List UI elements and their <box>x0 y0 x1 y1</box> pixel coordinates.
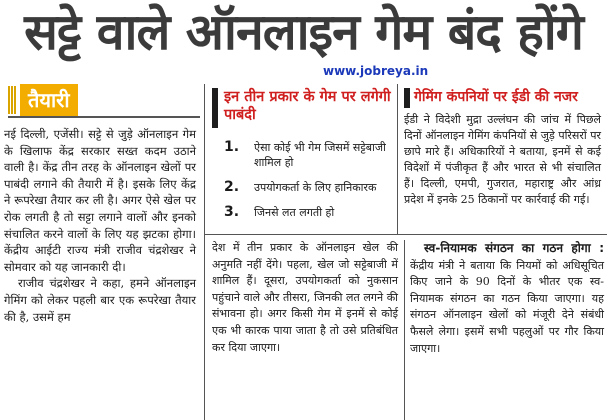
ban-item <box>222 140 390 170</box>
ban-item <box>222 180 390 195</box>
left-column <box>4 126 196 325</box>
ban-list <box>222 140 390 230</box>
ban-heading-bar <box>212 88 218 128</box>
ban-item <box>222 205 390 220</box>
column-divider-box <box>397 84 398 234</box>
ban-item-number: 2. <box>224 179 240 195</box>
section-tag <box>4 84 196 118</box>
ban-heading: इन तीन प्रकार के गेम पर लगेगी पाबंदी <box>224 89 391 123</box>
ban-item-number: 3. <box>224 204 240 220</box>
column-divider-right <box>404 240 405 420</box>
ed-text: ईडी ने विदेशी मुद्रा उल्लंघन की जांच में पिछले दिनों ऑनलाइन गेमिंग कंपनियों से जुड़े परिसरों पर छापे मारे हैं। अधिकारियों ने बताया, इनमें से कई विदेशों में पंजीकृत हैं और भारत से भी संचालित हैं। दिल्ली, एमपी, गुजरात, महाराष्ट्र और आंध्र प्रदेश में इनके 25 ठिकानों पर कार्रवाई की गई। <box>404 113 601 206</box>
lead-paragraph: नई दिल्ली, एजेंसी। सट्टे से जुड़े ऑनलाइन गेम के खिलाफ केंद्र सरकार सख्त कदम उठाने वाली है। केंद्र तीन तरह के ऑनलाइन खेलों पर पाबंदी लगाने की तैयारी में है। इसके लिए केंद्र ने रूपरेखा तैयार कर ली है। अगर ऐसे खेल पर रोक लगती है तो सट्टा लगाने वालों और इनको संचालित करने वालों के लिए यह झटका होगा। केंद्रीय आईटी राज्य मंत्री राजीव चंद्रशेखर ने सोमवार को यह जानकारी दी। <box>4 127 196 274</box>
ed-heading-bar <box>404 88 410 108</box>
tag-underline <box>8 116 200 118</box>
watermark-url: www.jobreya.in <box>323 64 429 78</box>
right-text: केंद्रीय मंत्री ने बताया कि नियमों को अधिसूचित किए जाने के 90 दिनों के भीतर एक स्व-नियामक संगठन का गठन किया जाएगा। यह संगठन ऑनलाइन खेलों को मंजूरी देने संबंधी फैसले लेगा। इसमें सभी पहलुओं पर गौर किया जाएगा। <box>410 258 604 355</box>
middle-column: देश में तीन प्रकार के ऑनलाइन खेल की अनुमति नहीं देंगे। पहला, खेल जो सट्टेबाजी में शामिल हैं। दूसरा, उपयोगकर्ता को नुकसान पहुंचाने वाले और तीसरा, जिनकी लत लगने की संभावना हो। अगर किसी गेम में इनमें से कोई एक भी कारक पाया जाता है तो उसे प्रतिबंधित कर दिया जाएगा। <box>212 241 398 354</box>
column-divider-left <box>204 84 205 420</box>
ban-item-text: उपयोगकर्ता के लिए हानिकारक <box>254 181 377 194</box>
right-column <box>410 240 604 357</box>
right-subhead: स्व-नियामक संगठन का गठन होगा : <box>424 241 604 255</box>
box-bottom-rule <box>204 234 607 235</box>
ban-item-number: 1. <box>224 139 240 155</box>
tag-stripe-mark <box>8 86 16 114</box>
headline: सट्टे वाले ऑनलाइन गेम बंद होंगे <box>24 3 583 61</box>
ban-item-text: ऐसा कोई भी गेम जिसमें सट्टेबाजी शामिल हो <box>254 141 386 169</box>
second-paragraph: राजीव चंद्रशेखर ने कहा, हमने ऑनलाइन गेमिंग को लेकर पहली बार एक रूपरेखा तैयार की है, उसमें हम <box>4 276 196 324</box>
ed-heading: गेमिंग कंपनियों पर ईडी की नजर <box>414 89 578 105</box>
tag-label: तैयारी <box>20 84 78 116</box>
ban-item-text: जिनसे लत लगती हो <box>254 206 335 219</box>
